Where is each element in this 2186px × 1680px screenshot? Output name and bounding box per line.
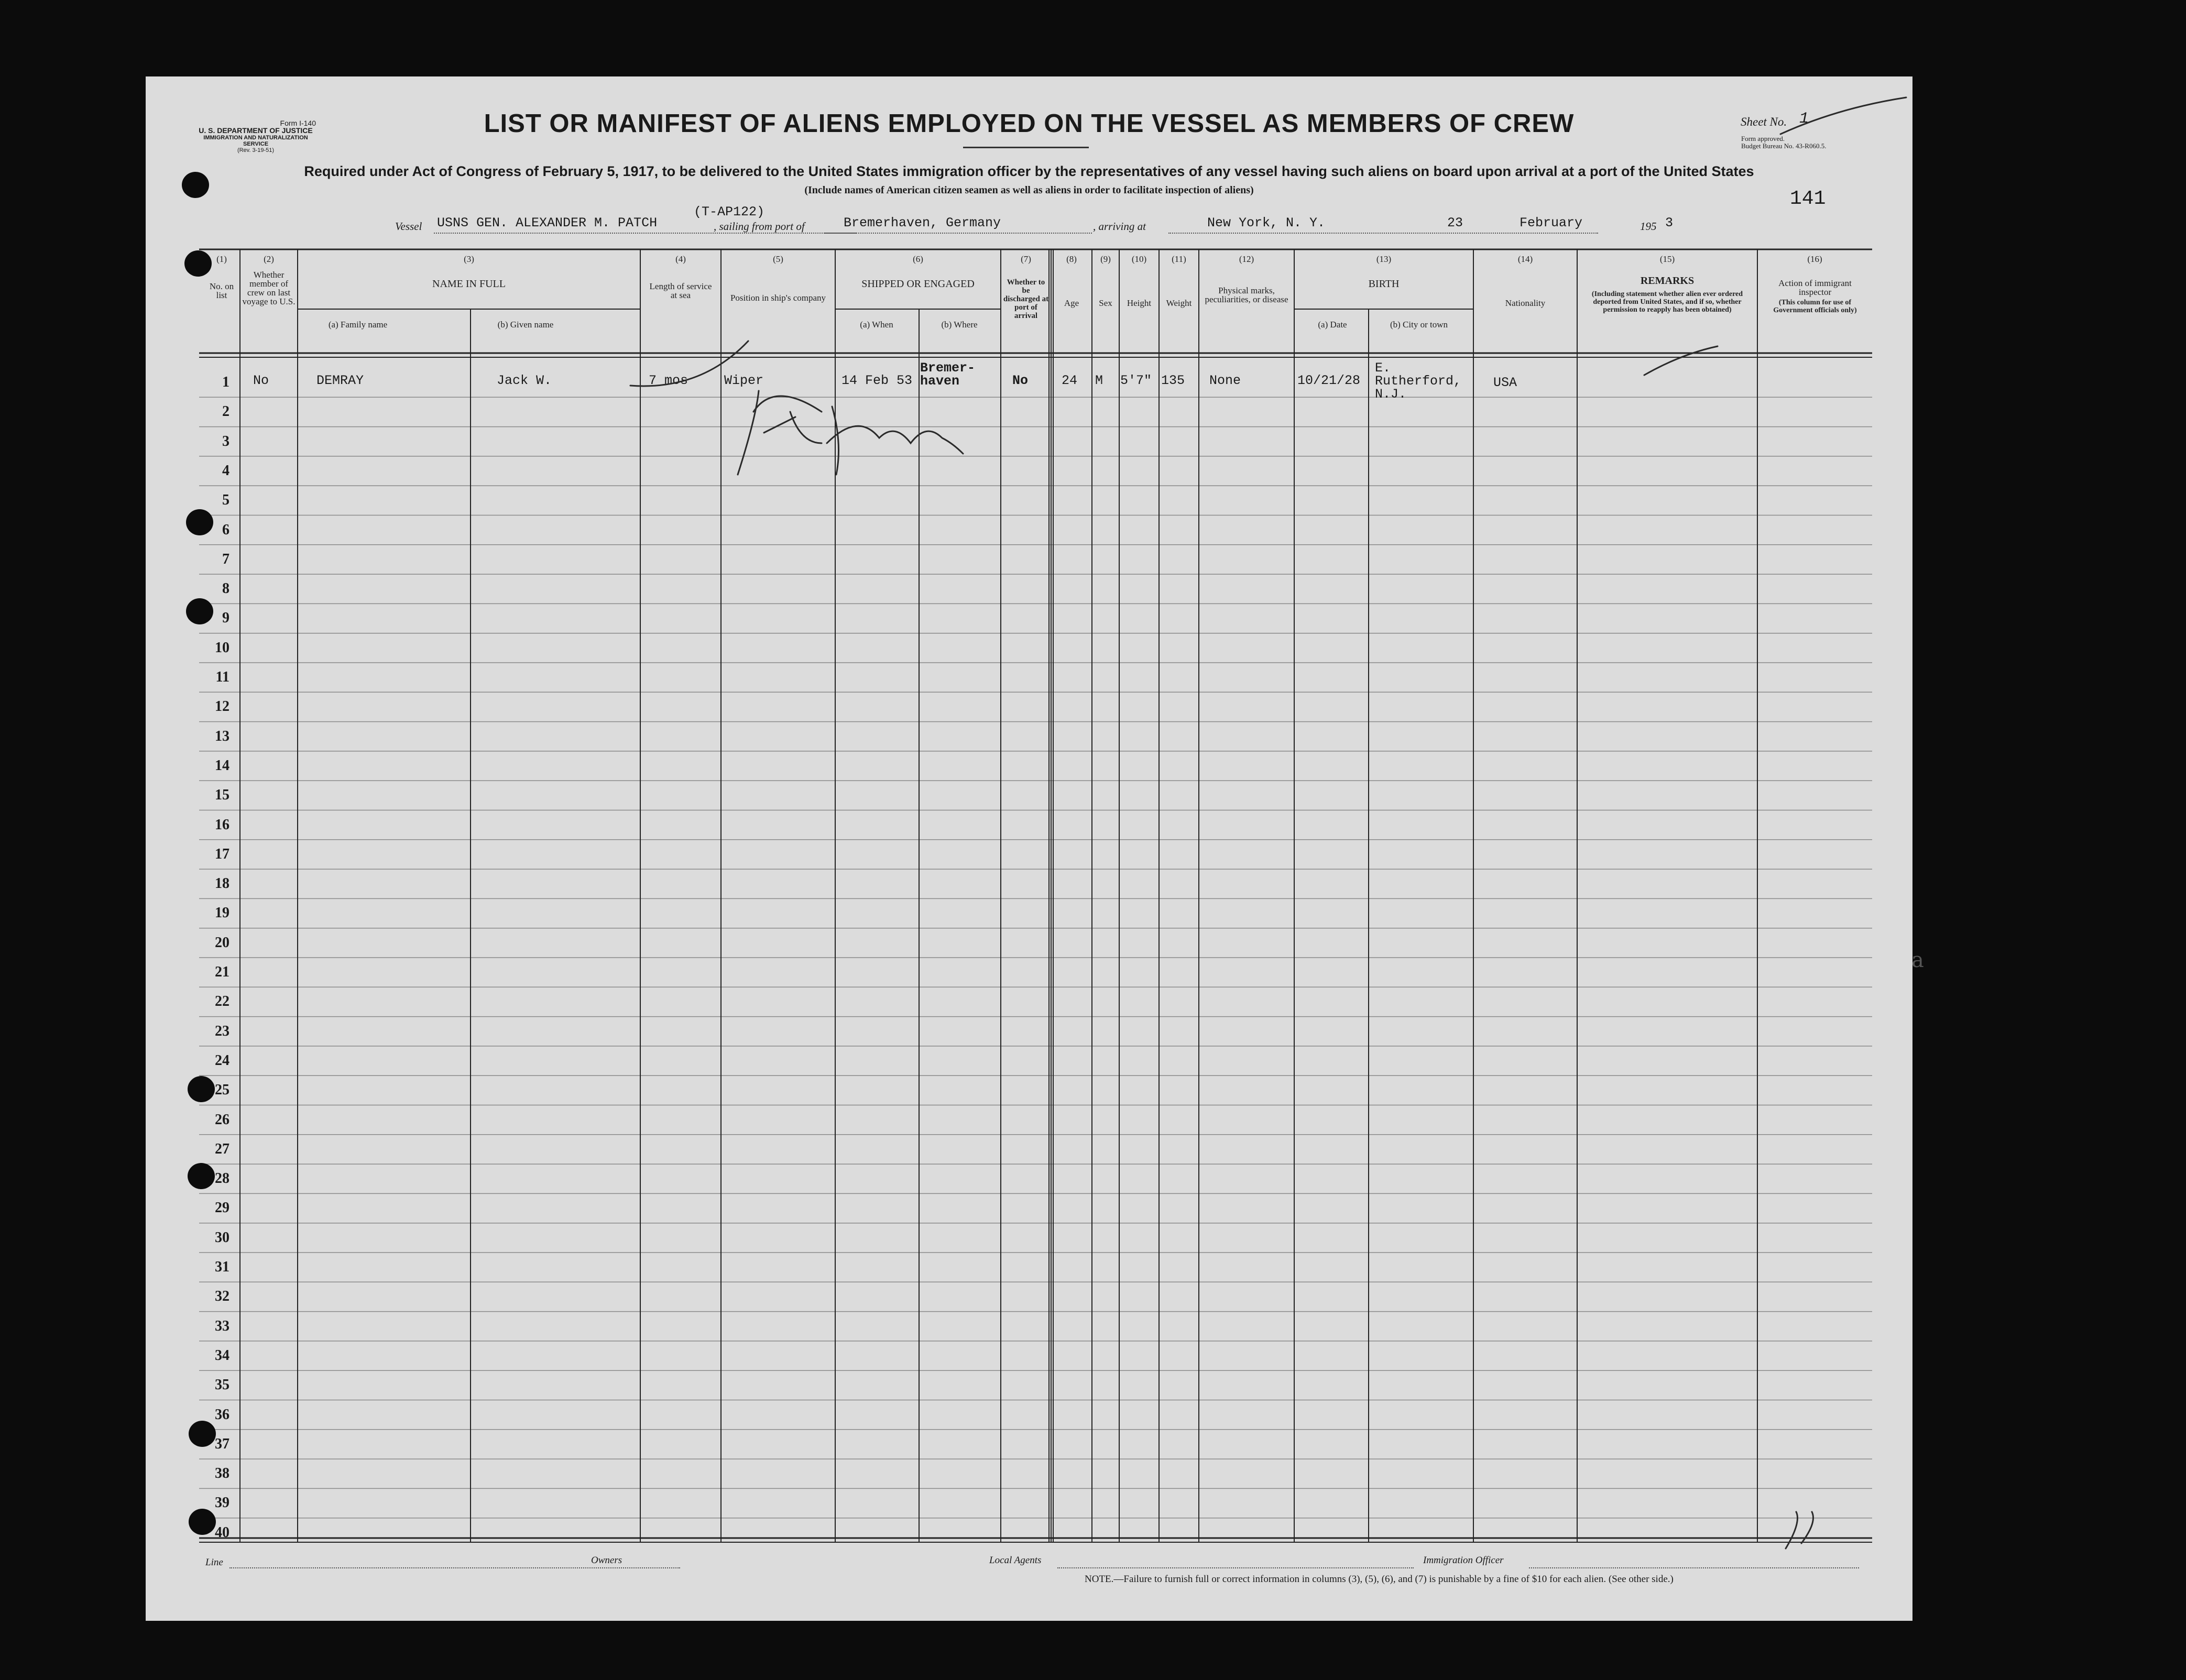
row-number: 26: [215, 1111, 229, 1128]
row-number: 40: [215, 1524, 229, 1541]
entry-physical-marks: None: [1209, 373, 1241, 388]
row-number: 19: [215, 905, 229, 921]
row-number: 3: [222, 433, 229, 449]
row-number: 6: [222, 521, 229, 538]
row-number: 37: [215, 1435, 229, 1452]
svg-text:a: a: [1911, 948, 1924, 972]
row-number: 38: [215, 1465, 229, 1482]
row-number: 18: [215, 875, 229, 892]
col2-number: (2): [264, 254, 274, 264]
arriving-label: , arriving at: [1093, 220, 1146, 233]
row-number: 4: [222, 462, 229, 479]
year-prefix: 195: [1640, 220, 1657, 233]
row-number: 27: [215, 1140, 229, 1157]
row-number: 32: [215, 1288, 229, 1305]
col12-header: Physical marks, peculiarities, or disease: [1205, 286, 1288, 304]
arrival-day: 23: [1447, 215, 1463, 230]
row-number: 13: [215, 728, 229, 744]
col13a-header: (a) Date: [1318, 320, 1347, 330]
col6-header: SHIPPED OR ENGAGED: [861, 278, 975, 290]
col7-number: (7): [1021, 254, 1031, 264]
col13-header: BIRTH: [1368, 278, 1400, 290]
row-number: 29: [215, 1200, 229, 1216]
punch-hole: [182, 172, 209, 198]
row-number: 24: [215, 1052, 229, 1069]
col8-number: (8): [1066, 254, 1077, 264]
row-number: 23: [215, 1023, 229, 1039]
page-number: 141: [1790, 188, 1826, 210]
row-number: 15: [215, 787, 229, 804]
row-number: 17: [215, 846, 229, 862]
sheet-number: 1: [1799, 110, 1809, 128]
entry-discharged: No: [1012, 373, 1029, 388]
row-number: 5: [222, 492, 229, 509]
vessel-hull-number: (T-AP122): [694, 204, 765, 219]
punch-hole: [184, 250, 212, 277]
row-number: 28: [215, 1170, 229, 1187]
arrival-month: February: [1520, 215, 1583, 230]
vessel-label: Vessel: [395, 220, 422, 233]
row-number: 34: [215, 1347, 229, 1364]
punch-hole: [189, 1509, 216, 1535]
row-number: 1: [222, 374, 229, 390]
row-number: 10: [215, 639, 229, 656]
entry-last-voyage: No: [253, 373, 269, 388]
col13-number: (13): [1376, 254, 1392, 264]
budget-bureau-text: Budget Bureau No. 43-R060.5.: [1741, 142, 1827, 150]
document-title: LIST OR MANIFEST OF ALIENS EMPLOYED ON THE VESSEL AS MEMBERS OF CREW: [484, 109, 1575, 138]
col6a-header: (a) When: [860, 320, 893, 330]
col5-header: Position in ship's company: [730, 293, 826, 303]
entry-height: 5'7": [1120, 373, 1152, 388]
col3-number: (3): [464, 254, 474, 264]
col15-number: (15): [1659, 254, 1675, 264]
col8-header: Age: [1064, 298, 1079, 308]
col1-header: No. on list: [209, 281, 234, 300]
row-number: 12: [215, 698, 229, 715]
col14-header: Nationality: [1505, 298, 1546, 308]
footer-agents-label: Local Agents: [989, 1555, 1042, 1566]
entry-sex: M: [1095, 373, 1103, 388]
entry-position: Wiper: [724, 373, 764, 388]
entry-nationality: USA: [1493, 375, 1517, 390]
subtitle-note: (Include names of American citizen seamen as well as aliens in order to facilitate inspection of aliens): [804, 184, 1254, 196]
col11-header: Weight: [1166, 298, 1192, 308]
row-number: 21: [215, 964, 229, 980]
col3a-header: (a) Family name: [328, 320, 388, 330]
col15-note: (Including statement whether alien ever ordered deported from United States, and if so, whether permission to reapply has been obtained): [1591, 290, 1743, 314]
footer-line-label: Line: [205, 1557, 223, 1568]
row-number: 8: [222, 580, 229, 597]
punch-hole: [186, 509, 213, 535]
vessel-name: USNS GEN. ALEXANDER M. PATCH: [437, 215, 658, 230]
col14-number: (14): [1517, 254, 1533, 264]
row-number: 7: [222, 551, 229, 567]
form-approved-text: Form approved.: [1741, 135, 1785, 142]
row-number: 22: [215, 993, 229, 1010]
punch-hole: [186, 598, 213, 624]
entry-birth-date: 10/21/28: [1297, 373, 1361, 388]
row-number: 35: [215, 1377, 229, 1393]
handwritten-annotations: [146, 76, 1924, 1621]
col16-number: (16): [1807, 254, 1822, 264]
row-number: 33: [215, 1317, 229, 1334]
row-number: 31: [215, 1259, 229, 1275]
col10-number: (10): [1131, 254, 1147, 264]
col6-number: (6): [913, 254, 923, 264]
col11-number: (11): [1172, 254, 1186, 264]
form-revision: (Rev. 3-19-51): [237, 147, 275, 153]
col16-header: Action of immigrant inspector: [1778, 278, 1852, 297]
footer-owners-label: Owners: [591, 1555, 622, 1566]
row-number: 39: [215, 1495, 229, 1511]
entry-shipped-when: 14 Feb 53: [841, 373, 913, 388]
col2-header: Whether member of crew on last voyage to U.S.: [242, 270, 296, 306]
year-suffix: 3: [1665, 215, 1674, 230]
row-number: 2: [222, 403, 229, 420]
row-number: 14: [215, 757, 229, 774]
entry-family-name: DEMRAY: [316, 373, 364, 388]
row-number: 16: [215, 816, 229, 833]
row-number: 11: [215, 669, 229, 685]
col3b-header: (b) Given name: [497, 320, 554, 330]
entry-service-length: 7 mos: [649, 373, 688, 388]
entry-given-name: Jack W.: [497, 373, 552, 388]
footer-note: NOTE.—Failure to furnish full or correct information in columns (3), (5), (6), and (7) is punishable by a fine of $10 for each alien. (See other side.): [1085, 1574, 1674, 1585]
row-number: 9: [222, 610, 229, 627]
sheet-label: Sheet No.: [1741, 115, 1787, 128]
punch-hole: [189, 1421, 216, 1447]
manifest-sheet: [146, 76, 1924, 1621]
departure-port: Bremerhaven, Germany: [844, 215, 1001, 230]
form-number: Form I-140: [280, 119, 316, 127]
arrival-port: New York, N. Y.: [1207, 215, 1326, 230]
col1-number: (1): [216, 254, 227, 264]
col9-header: Sex: [1099, 298, 1112, 308]
subtitle-requirement: Required under Act of Congress of February 5, 1917, to be delivered to the United States immigration officer by the representatives of any vessel having such aliens on board upon arrival at a port of the United States: [304, 163, 1754, 179]
col3-header: NAME IN FULL: [432, 278, 506, 290]
col5-number: (5): [773, 254, 783, 264]
col6b-header: (b) Where: [941, 320, 978, 330]
col7-header: Whether to be discharged at port of arrival: [1003, 278, 1049, 320]
row-number: 30: [215, 1229, 229, 1246]
row-number: 36: [215, 1406, 229, 1423]
entry-age: 24: [1062, 373, 1078, 388]
col4-header: Length of service at sea: [649, 281, 712, 300]
punch-hole: [188, 1076, 215, 1102]
col4-number: (4): [675, 254, 686, 264]
col16-note: (This column for use of Government officials only): [1773, 299, 1857, 314]
service-name: IMMIGRATION AND NATURALIZATION SERVICE: [203, 135, 308, 147]
punch-hole: [188, 1163, 215, 1189]
entry-shipped-where: Bremer- haven: [920, 360, 976, 389]
footer-officer-label: Immigration Officer: [1423, 1555, 1504, 1566]
col12-number: (12): [1239, 254, 1254, 264]
col15-header: REMARKS: [1640, 275, 1695, 287]
row-number: 25: [215, 1082, 229, 1099]
entry-weight: 135: [1161, 373, 1185, 388]
sailing-label: , sailing from port of: [714, 220, 805, 233]
col9-number: (9): [1100, 254, 1111, 264]
col10-header: Height: [1127, 298, 1152, 308]
col13b-header: (b) City or town: [1390, 320, 1448, 330]
row-number: 20: [215, 934, 229, 951]
department-name: U. S. DEPARTMENT OF JUSTICE: [199, 126, 313, 135]
entry-birth-city: E. Rutherford, N.J.: [1375, 360, 1462, 402]
